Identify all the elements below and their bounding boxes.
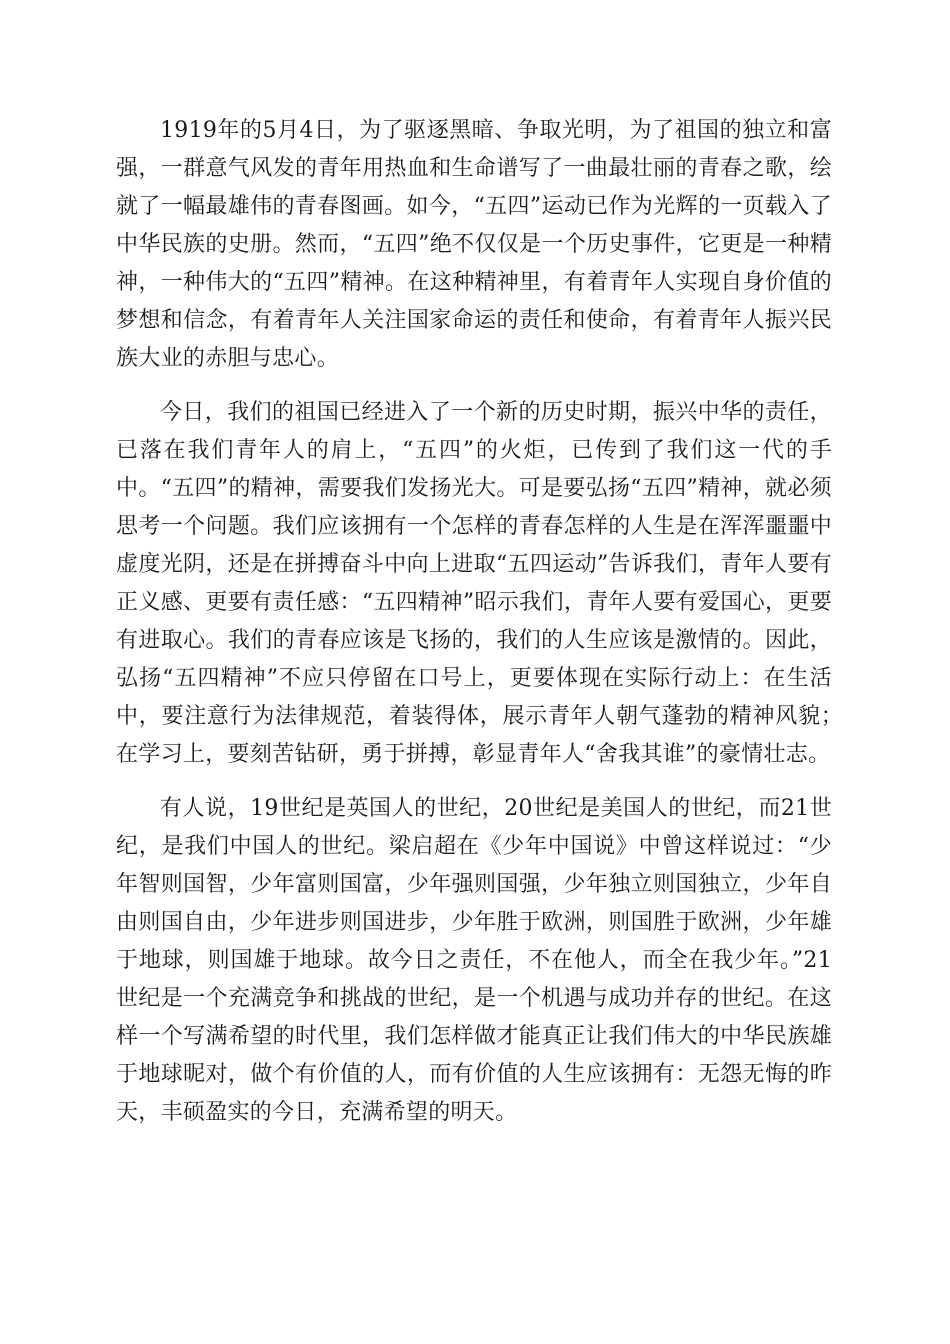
document-body	[116, 112, 862, 1148]
paragraph-2: 今日，我们的祖国已经进入了一个新的历史时期，振兴中华的责任，已落在我们青年人的肩上，“五四”的火炬，已传到了我们这一代的手中。“五四”的精神，需要我们发扬光大。可是要弘扬“五四”精神，就必须思考一个问题。我们应该拥有一个怎样的青春怎样的人生是在浑浑噩噩中虚度光阴，还是在拼搏奋斗中向上进取“五四运动”告诉我们，青年人要有正义感、更要有责任感：“五四精神”昭示我们，青年人要有爱国心，更要有进取心。我们的青春应该是飞扬的，我们的人生应该是激情的。因此，弘扬“五四精神”不应只停留在口号上，更要体现在实际行动上：在生活中，要注意行为法律规范，着装得体，展示青年人朝气蓬勃的精神风貌； 在学习上，要刻苦钻研，勇于拼搏，彰显青年人“舍我其谁”的豪情壮志。	[116, 400, 862, 767]
paragraph-1: 1919年的5月4日，为了驱逐黑暗、争取光明，为了祖国的独立和富强，一群意气风发的青年用热血和生命谱写了一曲最壮丽的青春之歌，绘就了一幅最雄伟的青春图画。如今，“五四”运动已作为光辉的一页载入了中华民族的史册。然而，“五四”绝不仅仅是一个历史事件，它更是一种精神，一种伟大的“五四”精神。在这种精神里，有着青年人实现自身价值的梦想和信念，有着青年人关注国家命运的责任和使命，有着青年人振兴民族大业的赤胆与忠心。	[116, 118, 832, 371]
paragraph-3: 有人说，19世纪是英国人的世纪，20世纪是美国人的世纪，而21世纪，是我们中国人的世纪。梁启超在《少年中国说》中曾这样说过：“少年智则国智，少年富则国富，少年强则国强，少年独立则国独立，少年自由则国自由，少年进步则国进步，少年胜于欧洲，则国胜于欧洲，少年雄于地球，则国雄于地球。故今日之责任，不在他人，而全在我少年。”21世纪是一个充满竞争和挑战的世纪，是一个机遇与成功并存的世纪。在这样一个写满希望的时代里，我们怎样做才能真正让我们伟大的中华民族雄于地球昵对，做个有价值的人，而有价值的人生应该拥有：无怨无悔的昨天，丰硕盈实的今日，充满希望的明天。	[116, 796, 832, 1125]
